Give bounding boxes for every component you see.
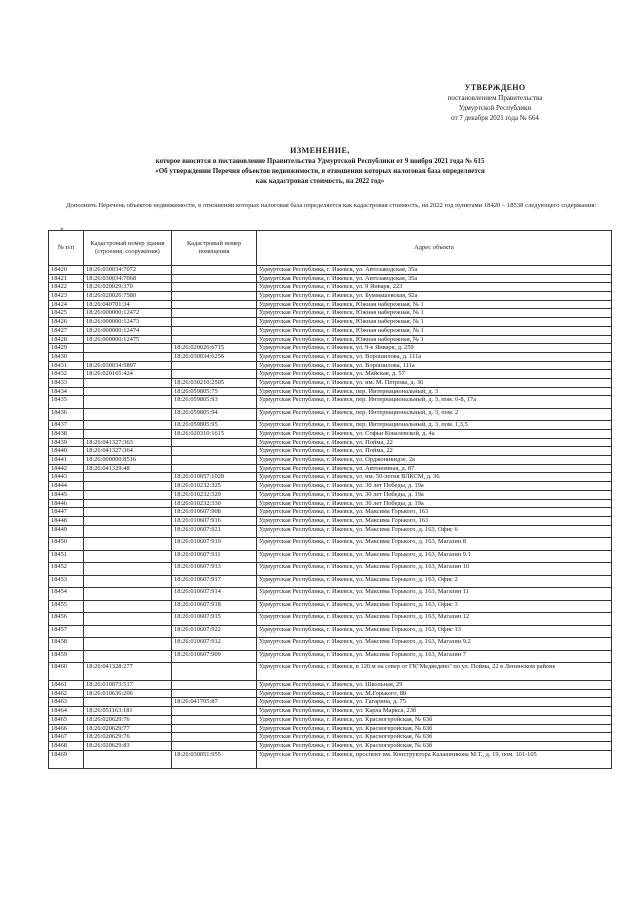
cell-number: 18450 <box>49 538 84 551</box>
table-row <box>49 490 612 499</box>
cell-number: 18438 <box>49 430 84 439</box>
cell-number: 18436 <box>49 408 84 421</box>
cell-address: Удмуртская Республика, г. Ижевск, ул. Майская, д. 57 <box>257 370 612 379</box>
cell-number: 18455 <box>49 600 84 613</box>
cell-number: 18420 <box>49 266 84 275</box>
heading-line-3: как кадастровая стоимость, на 2022 год» <box>255 177 385 185</box>
cell-address: Удмуртская Республика, г. Ижевск, в 120 м на север от ГК"Медведево" по ул. Пойма, 22 в Ленинском районе <box>257 663 612 681</box>
cell-room-cadastral: 18:26:010607:918 <box>172 600 257 613</box>
cell-room-cadastral: 18:26:010607:913 <box>172 563 257 576</box>
cell-room-cadastral: 18:26:010607:912 <box>172 638 257 651</box>
cell-room-cadastral <box>172 689 257 698</box>
cell-address: Удмуртская Республика, г. Ижевск, ул. 30 лет Победы, д. 19а <box>257 499 612 508</box>
cell-address: Удмуртская Республика, г. Ижевск, ул. Буммашевская, 92а <box>257 292 612 301</box>
cell-building-cadastral <box>84 430 172 439</box>
cell-building-cadastral <box>84 698 172 707</box>
cell-building-cadastral: 18:26:010636:206 <box>84 689 172 698</box>
cell-address: Удмуртская Республика, г. Ижевск, ул. Красногеройская, № 63б <box>257 733 612 742</box>
table-row <box>49 396 612 409</box>
approval-line-3: от 7 декабря 2021 года № 664 <box>451 114 539 122</box>
cell-number: 18454 <box>49 588 84 601</box>
table-row <box>49 292 612 301</box>
cell-address: Удмуртская Республика, г. Ижевск, ул. Орджоникидзе, 2а <box>257 456 612 465</box>
cell-building-cadastral: 18:26:041329:48 <box>84 464 172 473</box>
cell-number: 18462 <box>49 689 84 698</box>
cell-address: Удмуртская Республика, г. Ижевск, пер. Интернациональный, д. 3, пом. 6-8, 17а <box>257 396 612 409</box>
cell-address: Удмуртская Республика, г. Ижевск, ул. Ворошилова, д. 111а <box>257 352 612 361</box>
cell-building-cadastral <box>84 408 172 421</box>
cell-room-cadastral: 18:26:030210:2505 <box>172 378 257 387</box>
cell-number: 18423 <box>49 292 84 301</box>
cell-room-cadastral <box>172 733 257 742</box>
table-row <box>49 482 612 491</box>
cell-number: 18437 <box>49 421 84 430</box>
cell-address: Удмуртская Республика, г. Ижевск, ул. им. 50-летия ВЛКСМ, д. 36 <box>257 473 612 482</box>
cell-number: 18426 <box>49 318 84 327</box>
cell-building-cadastral: 18:26:030034:7072 <box>84 266 172 275</box>
cell-address: Удмуртская Республика, г. Ижевск, ул. Гагарина, д. 75 <box>257 698 612 707</box>
cell-number: 18432 <box>49 370 84 379</box>
cell-room-cadastral: 18:26:010607:915 <box>172 613 257 626</box>
table-row <box>49 508 612 517</box>
cell-room-cadastral: 18:26:010607:908 <box>172 508 257 517</box>
cell-number: 18429 <box>49 344 84 353</box>
table-row <box>49 724 612 733</box>
cell-building-cadastral: 18:26:020165:424 <box>84 370 172 379</box>
cell-building-cadastral <box>84 508 172 517</box>
header-num: № п/п <box>49 231 84 266</box>
cell-address: Удмуртская Республика, г. Ижевск, ул. Автозаводская, 35а <box>257 274 612 283</box>
cell-room-cadastral <box>172 741 257 750</box>
table-row <box>49 421 612 430</box>
cell-number: 18422 <box>49 283 84 292</box>
heading-line-2: «Об утверждении Перечня объектов недвижимости, в отношении которых налоговая база определяется <box>155 167 485 175</box>
cell-address: Удмуртская Республика, г. Ижевск, ул. Максима Горького, д. 163, Магазин 8 <box>257 538 612 551</box>
cell-room-cadastral <box>172 681 257 690</box>
cell-room-cadastral: 18:26:041705:87 <box>172 698 257 707</box>
cell-room-cadastral: 18:26:010607:910 <box>172 538 257 551</box>
cell-number: 18453 <box>49 575 84 588</box>
cell-building-cadastral <box>84 421 172 430</box>
cell-building-cadastral <box>84 344 172 353</box>
cell-room-cadastral: 18:26:010607:911 <box>172 550 257 563</box>
cell-number: 18463 <box>49 698 84 707</box>
table-row <box>49 408 612 421</box>
table-header-row <box>49 231 612 266</box>
cell-address: Удмуртская Республика, г. Ижевск, ул. Максима Горького, д. 163, Офис 2 <box>257 575 612 588</box>
cell-building-cadastral: 18:26:020629:76 <box>84 715 172 724</box>
cell-address: Удмуртская Республика, г. Ижевск, Южная набережная, № 1 <box>257 318 612 327</box>
cell-address: Удмуртская Республика, г. Ижевск, ул. 30 лет Победы, д. 19а <box>257 490 612 499</box>
table-row <box>49 733 612 742</box>
table-row <box>49 663 612 681</box>
cell-building-cadastral <box>84 499 172 508</box>
cell-address: Удмуртская Республика, г. Ижевск, ул. Максима Горького, д. 163, Магазин 11 <box>257 588 612 601</box>
table-row <box>49 456 612 465</box>
table-row <box>49 750 612 768</box>
table-row <box>49 563 612 576</box>
cell-room-cadastral: 18:26:030034:6256 <box>172 352 257 361</box>
cell-room-cadastral: 18:26:010607:921 <box>172 525 257 538</box>
cell-number: 18431 <box>49 361 84 370</box>
cell-building-cadastral <box>84 538 172 551</box>
cell-building-cadastral <box>84 387 172 396</box>
table-row <box>49 473 612 482</box>
cell-room-cadastral <box>172 326 257 335</box>
cell-number: 18447 <box>49 508 84 517</box>
table-row <box>49 326 612 335</box>
table-row <box>49 600 612 613</box>
cell-building-cadastral <box>84 613 172 626</box>
header-address: Адрес объекта <box>257 231 612 266</box>
table-row <box>49 707 612 716</box>
cell-address: Удмуртская Республика, г. Ижевск, ул. Максима Горького, д. 163, Офис 6 <box>257 525 612 538</box>
cell-room-cadastral: 18:26:010232:330 <box>172 499 257 508</box>
cell-building-cadastral <box>84 575 172 588</box>
cell-number: 18461 <box>49 681 84 690</box>
cell-address: Удмуртская Республика, г. Ижевск, Южная набережная, № 1 <box>257 300 612 309</box>
cell-building-cadastral: 18:26:041327:364 <box>84 447 172 456</box>
cell-room-cadastral: 18:26:010607:909 <box>172 650 257 663</box>
table-row <box>49 283 612 292</box>
cell-building-cadastral <box>84 473 172 482</box>
cell-number: 18458 <box>49 638 84 651</box>
cell-number: 18425 <box>49 309 84 318</box>
cell-building-cadastral: 18:26:041327:363 <box>84 438 172 447</box>
cell-building-cadastral: 18:26:030034:5897 <box>84 361 172 370</box>
cell-address: Удмуртская Республика, г. Ижевск, Южная набережная, № 1 <box>257 326 612 335</box>
cell-number: 18444 <box>49 482 84 491</box>
approval-line-1: постановлением Правительства <box>447 94 543 102</box>
cell-number: 18433 <box>49 378 84 387</box>
cell-address: Удмуртская Республика, г. Ижевск, ул. Максима Горького, д. 163, Магазин 12 <box>257 613 612 626</box>
cell-number: 18459 <box>49 650 84 663</box>
cell-number: 18428 <box>49 335 84 344</box>
cell-address: Удмуртская Республика, г. Ижевск, ул. Пойма, 22 <box>257 447 612 456</box>
header-room: Кадастровый номер помещения <box>172 231 257 266</box>
cell-address: Удмуртская Республика, г. Ижевск, ул. Максима Горького, д. 163, Магазин 9.2 <box>257 638 612 651</box>
cell-address: Удмуртская Республика, г. Ижевск, ул. Максима Горького, 163 <box>257 516 612 525</box>
cell-address: Удмуртская Республика, г. Ижевск, ул. Софьи Ковалевской, д. 4а <box>257 430 612 439</box>
cell-building-cadastral <box>84 525 172 538</box>
cell-building-cadastral: 18:26:000000:8516 <box>84 456 172 465</box>
cell-building-cadastral <box>84 638 172 651</box>
cell-number: 18452 <box>49 563 84 576</box>
cell-address: Удмуртская Республика, г. Ижевск, Южная набережная, № 1 <box>257 335 612 344</box>
table-row <box>49 575 612 588</box>
cell-building-cadastral: 18:26:020026:7580 <box>84 292 172 301</box>
cell-room-cadastral <box>172 309 257 318</box>
cell-address: Удмуртская Республика, г. Ижевск, ул. Максима Горького, 163 <box>257 508 612 517</box>
table-row <box>49 681 612 690</box>
cell-number: 18446 <box>49 499 84 508</box>
cell-number: 18435 <box>49 396 84 409</box>
table-row <box>49 715 612 724</box>
table-row <box>49 378 612 387</box>
cell-room-cadastral: 18:26:020310:1615 <box>172 430 257 439</box>
table-row <box>49 430 612 439</box>
cell-number: 18448 <box>49 516 84 525</box>
cell-number: 18456 <box>49 613 84 626</box>
cell-address: Удмуртская Республика, г. Ижевск, ул. Красногеройская, № 63б <box>257 741 612 750</box>
objects-table <box>48 230 612 769</box>
cell-building-cadastral: 18:26:020029:370 <box>84 283 172 292</box>
cell-address: Удмуртская Республика, г. Ижевск, пер. Интернациональный, д. 3, пом. 1,3,5 <box>257 421 612 430</box>
cell-room-cadastral <box>172 438 257 447</box>
table-row <box>49 266 612 275</box>
table-row <box>49 318 612 327</box>
cell-room-cadastral <box>172 456 257 465</box>
cell-address: Удмуртская Республика, г. Ижевск, ул. Карла Маркса, 23б <box>257 707 612 716</box>
cell-building-cadastral <box>84 482 172 491</box>
cell-building-cadastral <box>84 516 172 525</box>
table-row <box>49 370 612 379</box>
cell-room-cadastral: 18:26:010607:917 <box>172 575 257 588</box>
cell-room-cadastral <box>172 335 257 344</box>
cell-number: 18424 <box>49 300 84 309</box>
cell-building-cadastral: 18:26:020629:77 <box>84 724 172 733</box>
cell-number: 18449 <box>49 525 84 538</box>
cell-room-cadastral <box>172 464 257 473</box>
table-row <box>49 516 612 525</box>
cell-address: Удмуртская Республика, г. Ижевск, ул. 9-е Января, д. 259 <box>257 344 612 353</box>
cell-building-cadastral <box>84 378 172 387</box>
cell-address: Удмуртская Республика, г. Ижевск, пер. Интернациональный, д. 3 <box>257 387 612 396</box>
table-body <box>49 266 612 769</box>
table-row <box>49 447 612 456</box>
header-building: Кадастровый номер здания (строения, сооружения) <box>84 231 172 266</box>
cell-number: 18441 <box>49 456 84 465</box>
cell-room-cadastral <box>172 300 257 309</box>
cell-address: Удмуртская Республика, г. Ижевск, ул. Максима Горького, д. 163, Магазин 7 <box>257 650 612 663</box>
cell-building-cadastral <box>84 490 172 499</box>
cell-address: Удмуртская Республика, г. Ижевск, ул. Максима Горького, д. 163, Офис 3 <box>257 600 612 613</box>
cell-address: Удмуртская Республика, г. Ижевск, ул. Максима Горького, д. 163, Магазин 9.1 <box>257 550 612 563</box>
cell-room-cadastral: 18:26:059805:95 <box>172 421 257 430</box>
cell-building-cadastral <box>84 563 172 576</box>
cell-address: Удмуртская Республика, г. Ижевск, ул. им. М. Петрова, д. 36 <box>257 378 612 387</box>
cell-number: 18467 <box>49 733 84 742</box>
cell-number: 18440 <box>49 447 84 456</box>
cell-room-cadastral: 18:26:030051:955 <box>172 750 257 768</box>
heading-line-1: которое вносится в постановление Правительства Удмуртской Республики от 9 ноября 2021 года № 615 <box>155 157 485 165</box>
cell-number: 18439 <box>49 438 84 447</box>
cell-room-cadastral <box>172 663 257 681</box>
table-row <box>49 344 612 353</box>
table-row <box>49 698 612 707</box>
table-row <box>49 499 612 508</box>
cell-room-cadastral: 18:26:010232:325 <box>172 482 257 491</box>
table-row <box>49 352 612 361</box>
table-row <box>49 464 612 473</box>
cell-room-cadastral <box>172 283 257 292</box>
cell-number: 18465 <box>49 715 84 724</box>
cell-number: 18468 <box>49 741 84 750</box>
cell-building-cadastral: 18:26:000000:12473 <box>84 318 172 327</box>
table-row <box>49 438 612 447</box>
cell-building-cadastral: 18:26:000000:12472 <box>84 309 172 318</box>
cell-room-cadastral: 18:26:059805:75 <box>172 387 257 396</box>
cell-number: 18421 <box>49 274 84 283</box>
approval-title: УТВЕРЖДЕНО <box>464 83 526 92</box>
table-row <box>49 538 612 551</box>
table-row <box>49 588 612 601</box>
table-row <box>49 309 612 318</box>
cell-number: 18466 <box>49 724 84 733</box>
cell-room-cadastral <box>172 707 257 716</box>
cell-room-cadastral: 18:26:010057:1028 <box>172 473 257 482</box>
cell-building-cadastral: 18:26:000000:12474 <box>84 326 172 335</box>
cell-address: Удмуртская Республика, г. Ижевск, проспект им. Конструктора Калашникова М.Т., д. 19, пом. 101-105 <box>257 750 612 768</box>
approval-block <box>400 83 590 123</box>
cell-address: Удмуртская Республика, г. Ижевск, ул. 30 лет Победы, д. 19а <box>257 482 612 491</box>
cell-building-cadastral: 18:26:000000:12475 <box>84 335 172 344</box>
table-row <box>49 387 612 396</box>
cell-number: 18434 <box>49 387 84 396</box>
cell-building-cadastral: 18:26:020629:83 <box>84 741 172 750</box>
table-row <box>49 525 612 538</box>
cell-address: Удмуртская Республика, г. Ижевск, Южная набережная, № 1 <box>257 309 612 318</box>
cell-number: 18457 <box>49 625 84 638</box>
table-row <box>49 638 612 651</box>
document-heading <box>90 146 550 186</box>
cell-number: 18427 <box>49 326 84 335</box>
cell-address: Удмуртская Республика, г. Ижевск, ул. Автозаводская, 35а <box>257 266 612 275</box>
cell-building-cadastral: 18:26:010073:517 <box>84 681 172 690</box>
cell-building-cadastral <box>84 625 172 638</box>
cell-building-cadastral <box>84 750 172 768</box>
cell-address: Удмуртская Республика, г. Ижевск, ул. Красногеройская, № 63б <box>257 724 612 733</box>
cell-number: 18464 <box>49 707 84 716</box>
cell-address: Удмуртская Республика, г. Ижевск, ул. Автономная, д. 87 <box>257 464 612 473</box>
cell-room-cadastral <box>172 447 257 456</box>
table-row <box>49 689 612 698</box>
cell-building-cadastral: 18:26:041328:277 <box>84 663 172 681</box>
cell-room-cadastral: 18:26:059805:93 <box>172 396 257 409</box>
table-row <box>49 335 612 344</box>
table-row <box>49 550 612 563</box>
cell-room-cadastral <box>172 715 257 724</box>
cell-room-cadastral: 18:26:020026:6715 <box>172 344 257 353</box>
cell-room-cadastral <box>172 266 257 275</box>
cell-building-cadastral <box>84 588 172 601</box>
cell-room-cadastral <box>172 274 257 283</box>
cell-number: 18451 <box>49 550 84 563</box>
cell-building-cadastral: 18:26:051163:181 <box>84 707 172 716</box>
cell-room-cadastral: 18:26:010607:916 <box>172 516 257 525</box>
cell-number: 18445 <box>49 490 84 499</box>
cell-building-cadastral <box>84 650 172 663</box>
cell-building-cadastral: 18:26:020629:76 <box>84 733 172 742</box>
cell-number: 18460 <box>49 663 84 681</box>
cell-number: 18469 <box>49 750 84 768</box>
cell-building-cadastral: 18:26:040701:34 <box>84 300 172 309</box>
cell-number: 18430 <box>49 352 84 361</box>
table-row <box>49 613 612 626</box>
cell-room-cadastral <box>172 724 257 733</box>
cell-address: Удмуртская Республика, г. Ижевск, пер. Интернациональный, д. 3, пом. 2 <box>257 408 612 421</box>
cell-address: Удмуртская Республика, г. Ижевск, ул. Максима Горького, д. 163, Офис 13 <box>257 625 612 638</box>
table-row <box>49 300 612 309</box>
cell-building-cadastral <box>84 396 172 409</box>
cell-address: Удмуртская Республика, г. Ижевск, ул. Красногеройская, № 63б <box>257 715 612 724</box>
table-row <box>49 274 612 283</box>
cell-address: Удмуртская Республика, г. Ижевск, ул. Школьная, 29 <box>257 681 612 690</box>
cell-number: 18443 <box>49 473 84 482</box>
opening-quote: « <box>60 225 64 233</box>
cell-building-cadastral <box>84 550 172 563</box>
heading-title: ИЗМЕНЕНИЕ, <box>290 146 350 155</box>
table-row <box>49 625 612 638</box>
table-row <box>49 650 612 663</box>
cell-room-cadastral <box>172 361 257 370</box>
cell-address: Удмуртская Республика, г. Ижевск, ул. М.Горького, 88 <box>257 689 612 698</box>
approval-line-2: Удмуртской Республики <box>458 104 532 112</box>
cell-room-cadastral <box>172 292 257 301</box>
cell-room-cadastral: 18:26:059805:94 <box>172 408 257 421</box>
cell-number: 18442 <box>49 464 84 473</box>
cell-building-cadastral <box>84 352 172 361</box>
cell-room-cadastral: 18:26:010607:922 <box>172 625 257 638</box>
cell-room-cadastral: 18:26:010232:329 <box>172 490 257 499</box>
cell-address: Удмуртская Республика, г. Ижевск, ул. Ворошилова, 111а <box>257 361 612 370</box>
cell-address: Удмуртская Республика, г. Ижевск, ул. Пойма, 22 <box>257 438 612 447</box>
cell-address: Удмуртская Республика, г. Ижевск, ул. Максима Горького, д. 163, Магазин 10 <box>257 563 612 576</box>
intro-paragraph: Дополнить Перечень объектов недвижимости, в отношении которых налоговая база определяется как кадастровая стоимость, на 2022 год пунктами 18420 – 18538 следующего содержания: <box>66 202 597 209</box>
cell-room-cadastral: 18:26:010607:914 <box>172 588 257 601</box>
table-row <box>49 741 612 750</box>
cell-address: Удмуртская Республика, г. Ижевск, ул. 9 Января, 223 <box>257 283 612 292</box>
cell-building-cadastral: 18:26:030034:7068 <box>84 274 172 283</box>
cell-room-cadastral <box>172 318 257 327</box>
cell-room-cadastral <box>172 370 257 379</box>
table-row <box>49 361 612 370</box>
cell-building-cadastral <box>84 600 172 613</box>
